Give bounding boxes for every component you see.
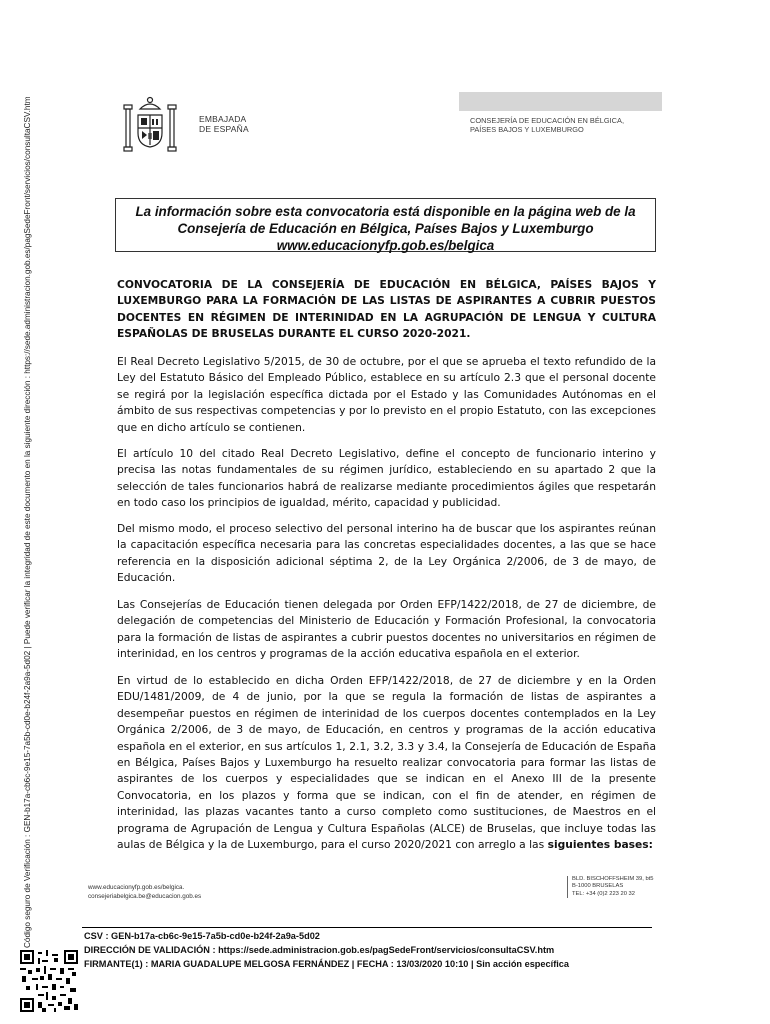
paragraph-5-text: En virtud de lo establecido en dicha Orden EFP/1422/2018, de 27 de diciembre y en la Orden EDU/1481/2009, de 4 de junio, por la que se regula la formación de listas de aspirantes a desempeñar puestos en régimen de interinidad de los cuerpos docentes contemplados en la Ley Orgánica 2/2006, de 3 de mayo, de Educación, en centros y programas de la acción educativa española en el exterior, en sus artículos 1, 2.1, 3.2, 3.3 y 3.4, la Consejería de Educación de España en Bélgica, Países Bajos y Luxemburgo ha resuelto realizar convocatoria para formar las listas de aspirantes de los cuerpos y especialidades que se indican en el Anexo III de la presente Convocatoria, en los plazos y forma que se indican, con el fin de atender, en régimen de interinidad, las plazas vacantes tanto a curso completo como sustituciones, de Maestros en el programa de Agrupación de Lengua y Cultura Españolas (ALCE) de Bruselas, que incluye todas las aulas de Bélgica y la de Luxemburgo, para el curso 2020/2021 con arreglo a las <box>117 674 656 852</box>
footer-contact <box>88 883 201 901</box>
consejeria-line-1: CONSEJERÍA DE EDUCACIÓN EN BÉLGICA, <box>470 116 625 125</box>
embassy-line-1: EMBAJADA <box>199 114 247 124</box>
verification-block <box>84 929 569 971</box>
paragraph-2: El artículo 10 del citado Real Decreto Legislativo, define el concepto de funcionario interino y precisa las notas fundamentales de su régimen jurídico, estableciendo en su apartado 2 que la selección de tales funcionarios habrá de realizarse mediante procedimientos ágiles que respetarán en todo caso los principios de igualdad, mérito, capacidad y publicidad. <box>117 447 656 510</box>
validation-address: DIRECCIÓN DE VALIDACIÓN : https://sede.administracion.gob.es/pagSedeFront/servicios/consultaCSV.htm <box>84 945 555 955</box>
footer-address <box>567 876 654 898</box>
paragraph-4: Las Consejerías de Educación tienen delegada por Orden EFP/1422/2018, de 27 de diciembre, de delegación de competencias del Ministerio de Educación y Formación Profesional, la convocatoria para la formación de listas de aspirantes a cubrir puestos docentes no universitarios en régimen de interinidad, en los centros y programas de la acción educativa española en el exterior. <box>117 598 656 661</box>
notice-url: www.educacionyfp.gob.es/belgica <box>276 238 495 253</box>
document-title: CONVOCATORIA DE LA CONSEJERÍA DE EDUCACIÓN EN BÉLGICA, PAÍSES BAJOS Y LUXEMBURGO PARA LA FORMACIÓN DE LAS LISTAS DE ASPIRANTES A CUBRIR PUESTOS DOCENTES EN RÉGIMEN DE INTERINIDAD EN LA AGRUPACIÓN DE LENGUA Y CULTURA ESPAÑOLAS DE BRUSELAS DURANTE EL CURSO 2020-2021. <box>117 278 656 340</box>
signer-info: FIRMANTE(1) : MARIA GUADALUPE MELGOSA FERNÁNDEZ | FECHA : 13/03/2020 10:10 | Sin acción específica <box>84 959 570 969</box>
paragraph-5-bold: siguientes bases: <box>547 838 653 852</box>
embassy-label <box>199 114 249 134</box>
footer-email: consejeriabelgica.be@educacion.gob.es <box>88 893 202 900</box>
footer-web: www.educacionyfp.gob.es/belgica. <box>88 884 185 891</box>
footer-address-line-1: BLD. BISCHOFFSHEIM 39, bt5 <box>572 876 654 882</box>
coat-of-arms-icon <box>122 95 178 157</box>
paragraph-5 <box>117 673 656 853</box>
qr-code <box>20 950 78 1012</box>
notice-line-1: La información sobre esta convocatoria está disponible en la página web de la <box>135 204 636 219</box>
csv-code: CSV : GEN-b17a-cb6c-9e15-7a5b-cd0e-b24f-2a9a-5d02 <box>84 931 320 941</box>
embassy-line-2: DE ESPAÑA <box>199 124 249 134</box>
header-grey-band <box>459 92 662 111</box>
footer-address-line-2: B-1000 BRUSELAS <box>572 883 624 890</box>
paragraph-3: Del mismo modo, el proceso selectivo del personal interino ha de buscar que los aspirantes reúnan la capacitación específica necesaria para las concretas especialidades docentes, a las que se hace referencia en la disposición adicional séptima 2, de la Ley Orgánica 2/2006, de 3 de mayo, de Educación. <box>117 522 656 585</box>
consejeria-line-2: PAÍSES BAJOS Y LUXEMBURGO <box>470 125 584 134</box>
paragraph-1: El Real Decreto Legislativo 5/2015, de 30 de octubre, por el que se aprueba el texto refundido de la Ley del Estatuto Básico del Empleado Público, establece en su artículo 2.3 que el personal docente se regirá por la legislación específica dictada por el Estado y las Comunidades Autónomas en el ámbito de sus respectivas competencias y por lo previsto en el propio Estatuto, con las excepciones que en dicho artículo se contienen. <box>117 355 656 434</box>
footer-phone: TEL: +34 (0)2 223 20 32 <box>572 890 636 897</box>
notice-line-2: Consejería de Educación en Bélgica, Países Bajos y Luxemburgo <box>177 221 594 236</box>
consejeria-label <box>470 116 624 134</box>
side-verification-text: Código seguro de Verificación : GEN-b17a-cb6c-9e15-7a5b-cd0e-b24f-2a9a-5d02 | Puede verificar la integridad de este documento en la siguiente dirección : https://sede.administracion.gob.es/pagSedeFront/servicios/consultaCSV.htm <box>23 96 32 948</box>
verification-divider <box>82 927 652 928</box>
info-notice-box <box>115 198 656 252</box>
